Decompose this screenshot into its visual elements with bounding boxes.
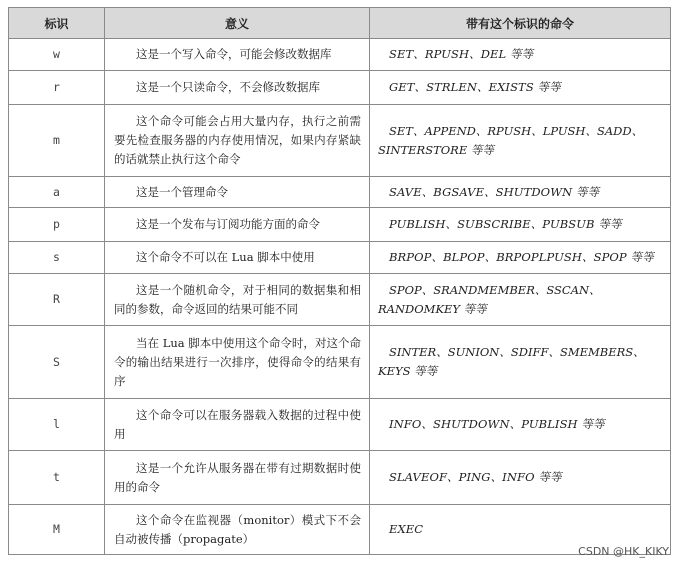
redis-command-flags-table (8, 7, 671, 555)
commands-cell: SET、APPEND、RPUSH、LPUSH、SADD、SINTERSTORE 等等 (370, 105, 671, 177)
table-header-row (9, 8, 671, 39)
flag-cell: s (9, 242, 105, 274)
meaning-cell: 这个命令在监视器（monitor）模式下不会自动被传播（propagate） (105, 505, 370, 555)
table-row (9, 505, 671, 555)
table-row (9, 208, 671, 242)
table-row (9, 274, 671, 326)
table-row (9, 451, 671, 505)
meaning-cell: 这是一个管理命令 (105, 177, 370, 208)
meaning-cell: 这是一个发布与订阅功能方面的命令 (105, 208, 370, 242)
flag-cell: r (9, 71, 105, 105)
table-row (9, 326, 671, 399)
flag-cell: m (9, 105, 105, 177)
table-row (9, 399, 671, 451)
meaning-cell: 这个命令不可以在 Lua 脚本中使用 (105, 242, 370, 274)
watermark: CSDN @HK_KIKY (578, 545, 669, 558)
table-row (9, 39, 671, 71)
commands-cell: BRPOP、BLPOP、BRPOPLPUSH、SPOP 等等 (370, 242, 671, 274)
table-row (9, 105, 671, 177)
meaning-cell: 这个命令可能会占用大量内存，执行之前需要先检查服务器的内存使用情况，如果内存紧缺的话就禁止执行这个命令 (105, 105, 370, 177)
meaning-cell: 这是一个只读命令，不会修改数据库 (105, 71, 370, 105)
commands-cell: SPOP、SRANDMEMBER、SSCAN、RANDOMKEY 等等 (370, 274, 671, 326)
commands-cell: PUBLISH、SUBSCRIBE、PUBSUB 等等 (370, 208, 671, 242)
table-row (9, 71, 671, 105)
flag-cell: t (9, 451, 105, 505)
commands-cell: SAVE、BGSAVE、SHUTDOWN 等等 (370, 177, 671, 208)
flag-cell: S (9, 326, 105, 399)
meaning-cell: 这是一个随机命令，对于相同的数据集和相同的参数，命令返回的结果可能不同 (105, 274, 370, 326)
meaning-cell: 当在 Lua 脚本中使用这个命令时，对这个命令的输出结果进行一次排序，使得命令的结果有序 (105, 326, 370, 399)
commands-cell: SINTER、SUNION、SDIFF、SMEMBERS、KEYS 等等 (370, 326, 671, 399)
meaning-cell: 这个命令可以在服务器载入数据的过程中使用 (105, 399, 370, 451)
table-row (9, 242, 671, 274)
flag-cell: M (9, 505, 105, 555)
meaning-cell: 这是一个允许从服务器在带有过期数据时使用的命令 (105, 451, 370, 505)
commands-cell: EXEC (370, 505, 671, 555)
flag-cell: p (9, 208, 105, 242)
commands-cell: SET、RPUSH、DEL 等等 (370, 39, 671, 71)
commands-cell: GET、STRLEN、EXISTS 等等 (370, 71, 671, 105)
flag-cell: a (9, 177, 105, 208)
flag-cell: w (9, 39, 105, 71)
header-flag: 标识 (9, 8, 105, 39)
meaning-cell: 这是一个写入命令，可能会修改数据库 (105, 39, 370, 71)
header-meaning: 意义 (105, 8, 370, 39)
flag-cell: R (9, 274, 105, 326)
flag-cell: l (9, 399, 105, 451)
header-commands: 带有这个标识的命令 (370, 8, 671, 39)
table-row (9, 177, 671, 208)
commands-cell: SLAVEOF、PING、INFO 等等 (370, 451, 671, 505)
commands-cell: INFO、SHUTDOWN、PUBLISH 等等 (370, 399, 671, 451)
